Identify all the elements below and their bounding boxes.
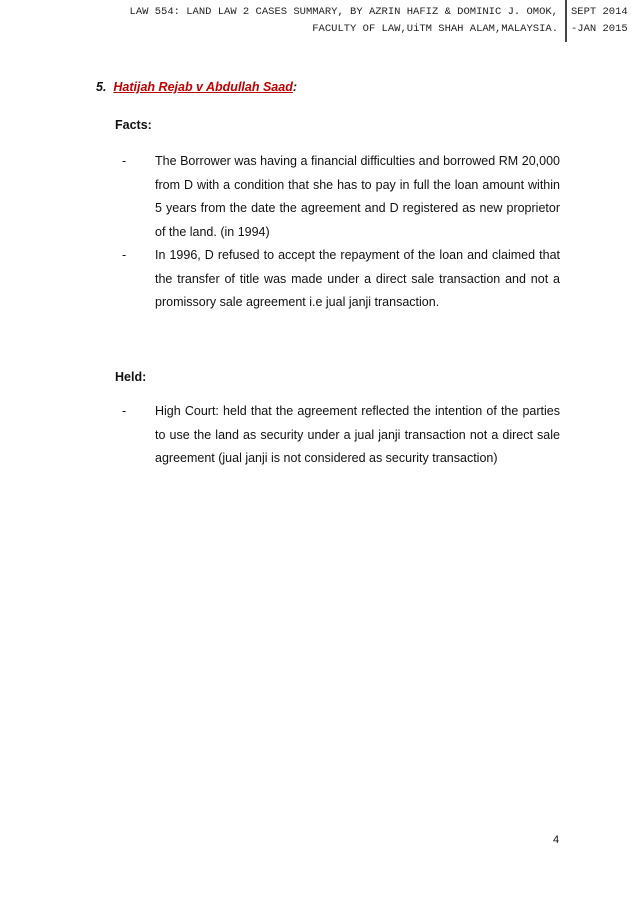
header-date-line-2: -JAN 2015 <box>571 23 628 35</box>
header-date <box>571 4 637 38</box>
held-heading: Held: <box>115 370 147 384</box>
held-text: High Court: held that the agreement reflected the intention of the parties to use the land as security under a jual janji transaction not a direct sale agreement (jual janji is not considered as security transaction) <box>155 404 560 465</box>
bullet-marker: - <box>122 248 127 262</box>
case-title <box>96 80 297 94</box>
case-name: Hatijah Rejab v Abdullah Saad <box>113 80 293 94</box>
page-number: 4 <box>553 834 560 846</box>
bullet-marker: - <box>122 404 127 418</box>
header-line-1: LAW 554: LAND LAW 2 CASES SUMMARY, BY AZRIN HAFIZ & DOMINIC J. OMOK, <box>129 6 558 18</box>
facts-list <box>118 150 560 315</box>
facts-heading: Facts: <box>115 118 152 132</box>
fact-text: The Borrower was having a financial difficulties and borrowed RM 20,000 from D with a condition that she has to pay in full the loan amount within 5 years from the date the agreement and D registered as new proprietor of the land. (in 1994) <box>155 154 560 239</box>
header-date-line-1: SEPT 2014 <box>571 6 628 18</box>
header-line-2: FACULTY OF LAW,UiTM SHAH ALAM,MALAYSIA. <box>312 23 558 35</box>
header-course-info <box>60 4 558 38</box>
held-list <box>118 400 560 471</box>
case-title-colon: : <box>292 80 297 94</box>
list-item <box>118 244 560 315</box>
bullet-marker: - <box>122 154 127 168</box>
list-item <box>118 150 560 244</box>
header-divider <box>565 0 567 42</box>
case-number: 5. <box>96 80 107 94</box>
fact-text: In 1996, D refused to accept the repayment of the loan and claimed that the transfer of title was made under a direct sale transaction and not a promissory sale agreement i.e jual janji transaction. <box>155 248 560 309</box>
list-item <box>118 400 560 471</box>
